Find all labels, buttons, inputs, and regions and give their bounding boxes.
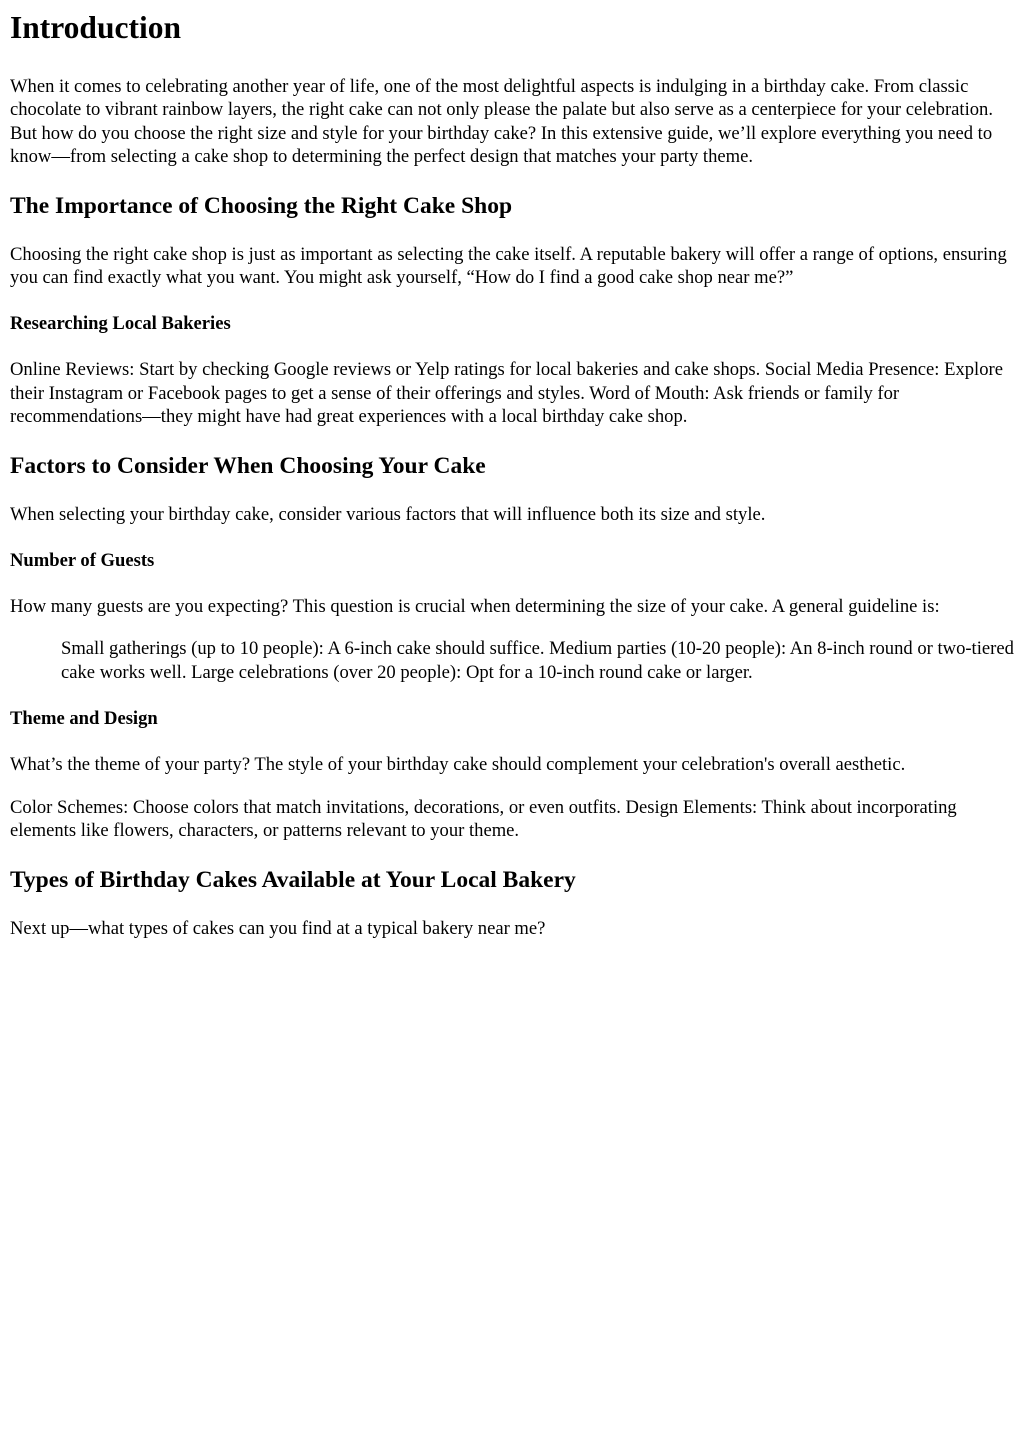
subsection-paragraph-theme: What’s the theme of your party? The style of your birthday cake should complement your celebration's overall aesthetic. bbox=[10, 754, 906, 776]
section-paragraph-types: Next up—what types of cakes can you find at a typical bakery near me? bbox=[10, 917, 546, 939]
intro-paragraph: When it comes to celebrating another year of life, one of the most delightful aspects is indulging in a birthday cake. From classic chocolate to vibrant rainbow layers, the right cake can not only please the palate but also serve as a centerpiece for your celebration. But how do you choose the right size and style for your birthday cake? In this extensive guide, we’ll explore everything you need to know—from selecting a cake shop to determining the perfect design that matches your party theme. bbox=[10, 76, 993, 168]
subsection-paragraph-theme-details: Color Schemes: Choose colors that match invitations, decorations, or even outfits. Design Elements: Think about incorporating elements like flowers, characters, or patterns relevant to your theme. bbox=[10, 796, 957, 842]
subsection-paragraph-researching: Online Reviews: Start by checking Google reviews or Yelp ratings for local bakeries and cake shops. Social Media Presence: Explore their Instagram or Facebook pages to get a sense of their offerings and styles. Word of Mouth: Ask friends or family for recommendations—they might have had great experiences with a local birthday cake shop. bbox=[10, 359, 1003, 428]
size-guideline-quote: Small gatherings (up to 10 people): A 6-inch cake should suffice. Medium parties (10-20 people): An 8-inch round or two-tiered cake works well. Large celebrations (over 20 people): Opt for a 10-inch round cake or larger. bbox=[61, 638, 1014, 683]
subsection-heading-researching: Researching Local Bakeries bbox=[10, 313, 231, 335]
subsection-heading-guests: Number of Guests bbox=[10, 550, 155, 572]
subsection-heading-theme: Theme and Design bbox=[10, 708, 158, 730]
section-heading-types: Types of Birthday Cakes Available at Your Local Bakery bbox=[10, 866, 576, 893]
page-title: Introduction bbox=[10, 10, 181, 45]
section-heading-factors: Factors to Consider When Choosing Your Cake bbox=[10, 452, 486, 479]
section-heading-cake-shop: The Importance of Choosing the Right Cake Shop bbox=[10, 192, 513, 219]
section-paragraph-factors: When selecting your birthday cake, consider various factors that will influence both its size and style. bbox=[10, 503, 766, 525]
section-paragraph-cake-shop: Choosing the right cake shop is just as important as selecting the cake itself. A reputable bakery will offer a range of options, ensuring you can find exactly what you want. You might ask yourself, “How do I find a good cake shop near me?” bbox=[10, 243, 1007, 289]
subsection-paragraph-guests: How many guests are you expecting? This question is crucial when determining the size of your cake. A general guideline is: bbox=[10, 596, 940, 618]
